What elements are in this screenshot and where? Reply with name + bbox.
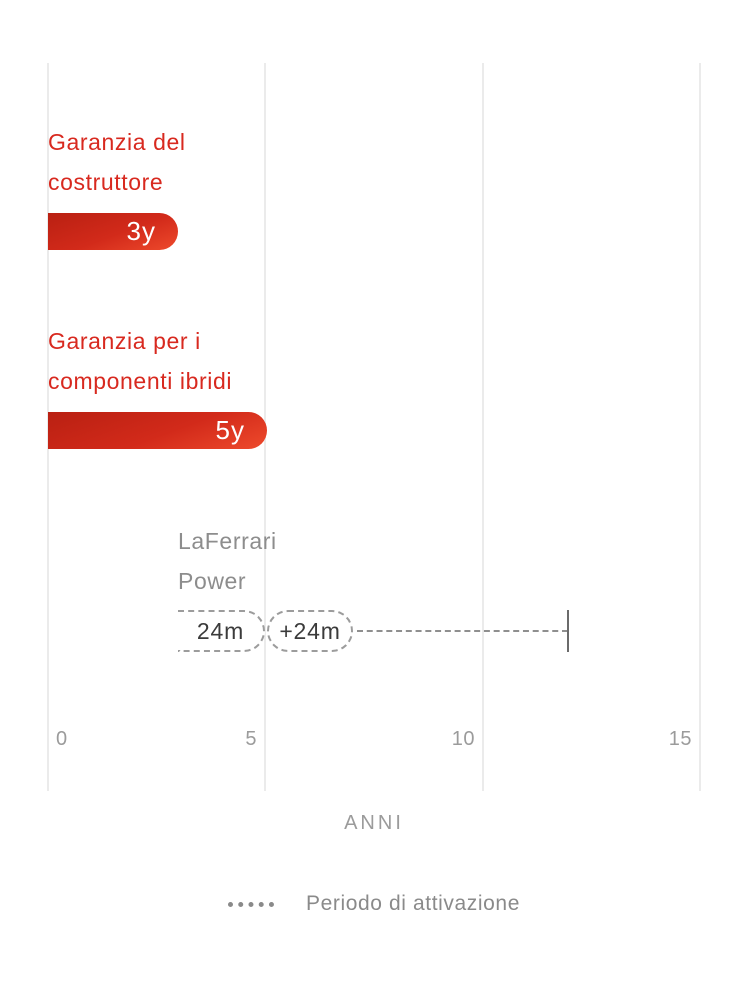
bar-value-label: 3y [126,216,156,246]
legend-label: Periodo di attivazione [306,892,520,915]
activation-period-dashed-line [357,630,568,632]
category-label-line: Garanzia del [48,129,186,155]
x-axis-title: ANNI [344,812,404,834]
x-tick-label-10: 10 [451,728,475,750]
bar-value-label: 5y [215,415,245,445]
category-label-line: Garanzia per i [48,328,201,354]
gridline-year-15 [699,63,701,791]
x-tick-label-15: 15 [668,728,692,750]
category-label-manufacturer-warranty [48,122,186,202]
dotted-line-legend-marker [228,902,274,907]
category-label-line: Power [178,568,247,594]
category-label-line: LaFerrari [178,528,277,554]
x-tick-label-5: 5 [245,728,257,750]
legend-item-activation-period[interactable] [0,892,748,916]
coverage-pill-plus-24m [267,610,353,652]
activation-period-end-tick [567,610,569,652]
pill-value-label: +24m [279,618,341,644]
category-label-laferrari-power [178,521,277,601]
coverage-pill-24m [178,610,265,652]
pill-value-label: 24m [196,618,245,644]
bar-hybrid-warranty [48,412,267,449]
gridline-year-10 [482,63,484,791]
category-label-hybrid-warranty [48,321,232,401]
bar-manufacturer-warranty [48,213,178,250]
category-label-line: costruttore [48,169,164,195]
category-label-line: componenti ibridi [48,368,233,394]
x-tick-label-0: 0 [56,728,68,750]
